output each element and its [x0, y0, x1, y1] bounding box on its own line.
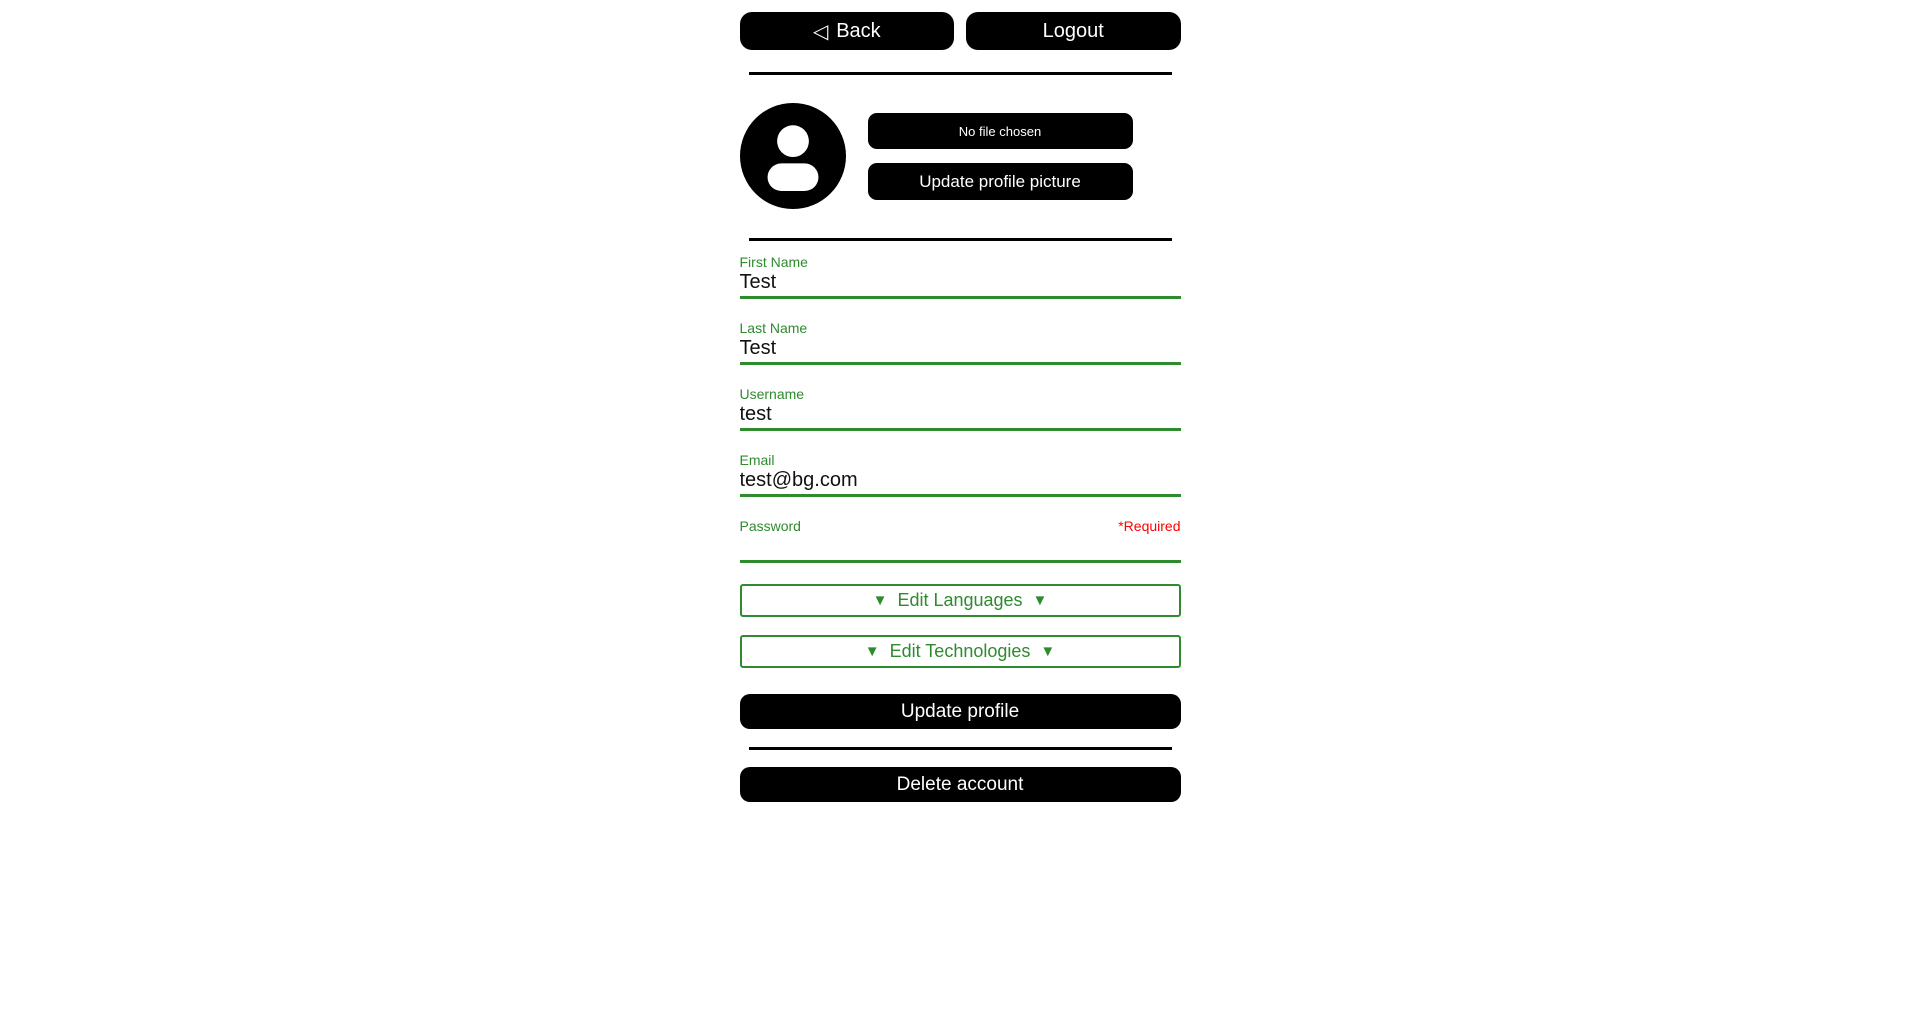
password-required-note: *Required — [1118, 518, 1181, 534]
profile-picture-controls — [868, 113, 1133, 200]
back-arrow-icon: ◁ — [812, 20, 829, 43]
profile-container — [740, 0, 1181, 802]
password-field — [740, 518, 1181, 563]
file-input[interactable] — [868, 113, 1133, 149]
username-field — [740, 386, 1181, 431]
email-input[interactable] — [740, 468, 1181, 497]
username-input[interactable] — [740, 402, 1181, 431]
top-divider — [749, 72, 1172, 75]
profile-form — [740, 254, 1181, 729]
delete-account-label: Delete account — [896, 773, 1024, 795]
person-circle-icon — [740, 103, 846, 209]
chevron-down-icon: ▼ — [1032, 592, 1048, 609]
back-button-label: Back — [836, 19, 881, 42]
password-label: Password — [739, 518, 801, 534]
logout-button-label: Logout — [1042, 19, 1104, 42]
file-status-label: No file chosen — [958, 123, 1042, 139]
email-field — [740, 452, 1181, 497]
first-name-input[interactable] — [740, 270, 1181, 299]
logout-button[interactable] — [966, 12, 1181, 50]
update-profile-button[interactable] — [740, 694, 1181, 729]
avatar-form-divider — [749, 238, 1172, 241]
header — [740, 12, 1181, 50]
first-name-field — [740, 254, 1181, 299]
username-label: Username — [739, 386, 805, 402]
edit-languages-label: Edit Languages — [897, 590, 1023, 610]
edit-languages-button[interactable] — [740, 584, 1181, 617]
last-name-input[interactable] — [740, 336, 1181, 365]
update-profile-label: Update profile — [900, 700, 1020, 722]
last-name-label: Last Name — [739, 320, 808, 336]
delete-account-button[interactable] — [740, 767, 1181, 802]
email-label: Email — [739, 452, 775, 468]
password-input[interactable] — [740, 534, 1181, 563]
edit-technologies-label: Edit Technologies — [889, 641, 1031, 661]
danger-divider — [749, 747, 1172, 750]
profile-picture-section — [740, 103, 1181, 209]
chevron-down-icon: ▼ — [864, 643, 880, 660]
update-profile-picture-label: Update profile picture — [919, 171, 1081, 191]
update-profile-picture-button[interactable] — [868, 163, 1133, 200]
chevron-down-icon: ▼ — [872, 592, 888, 609]
last-name-field — [740, 320, 1181, 365]
first-name-label: First Name — [739, 254, 808, 270]
edit-technologies-button[interactable] — [740, 635, 1181, 668]
chevron-down-icon: ▼ — [1040, 643, 1056, 660]
back-button[interactable] — [740, 12, 955, 50]
